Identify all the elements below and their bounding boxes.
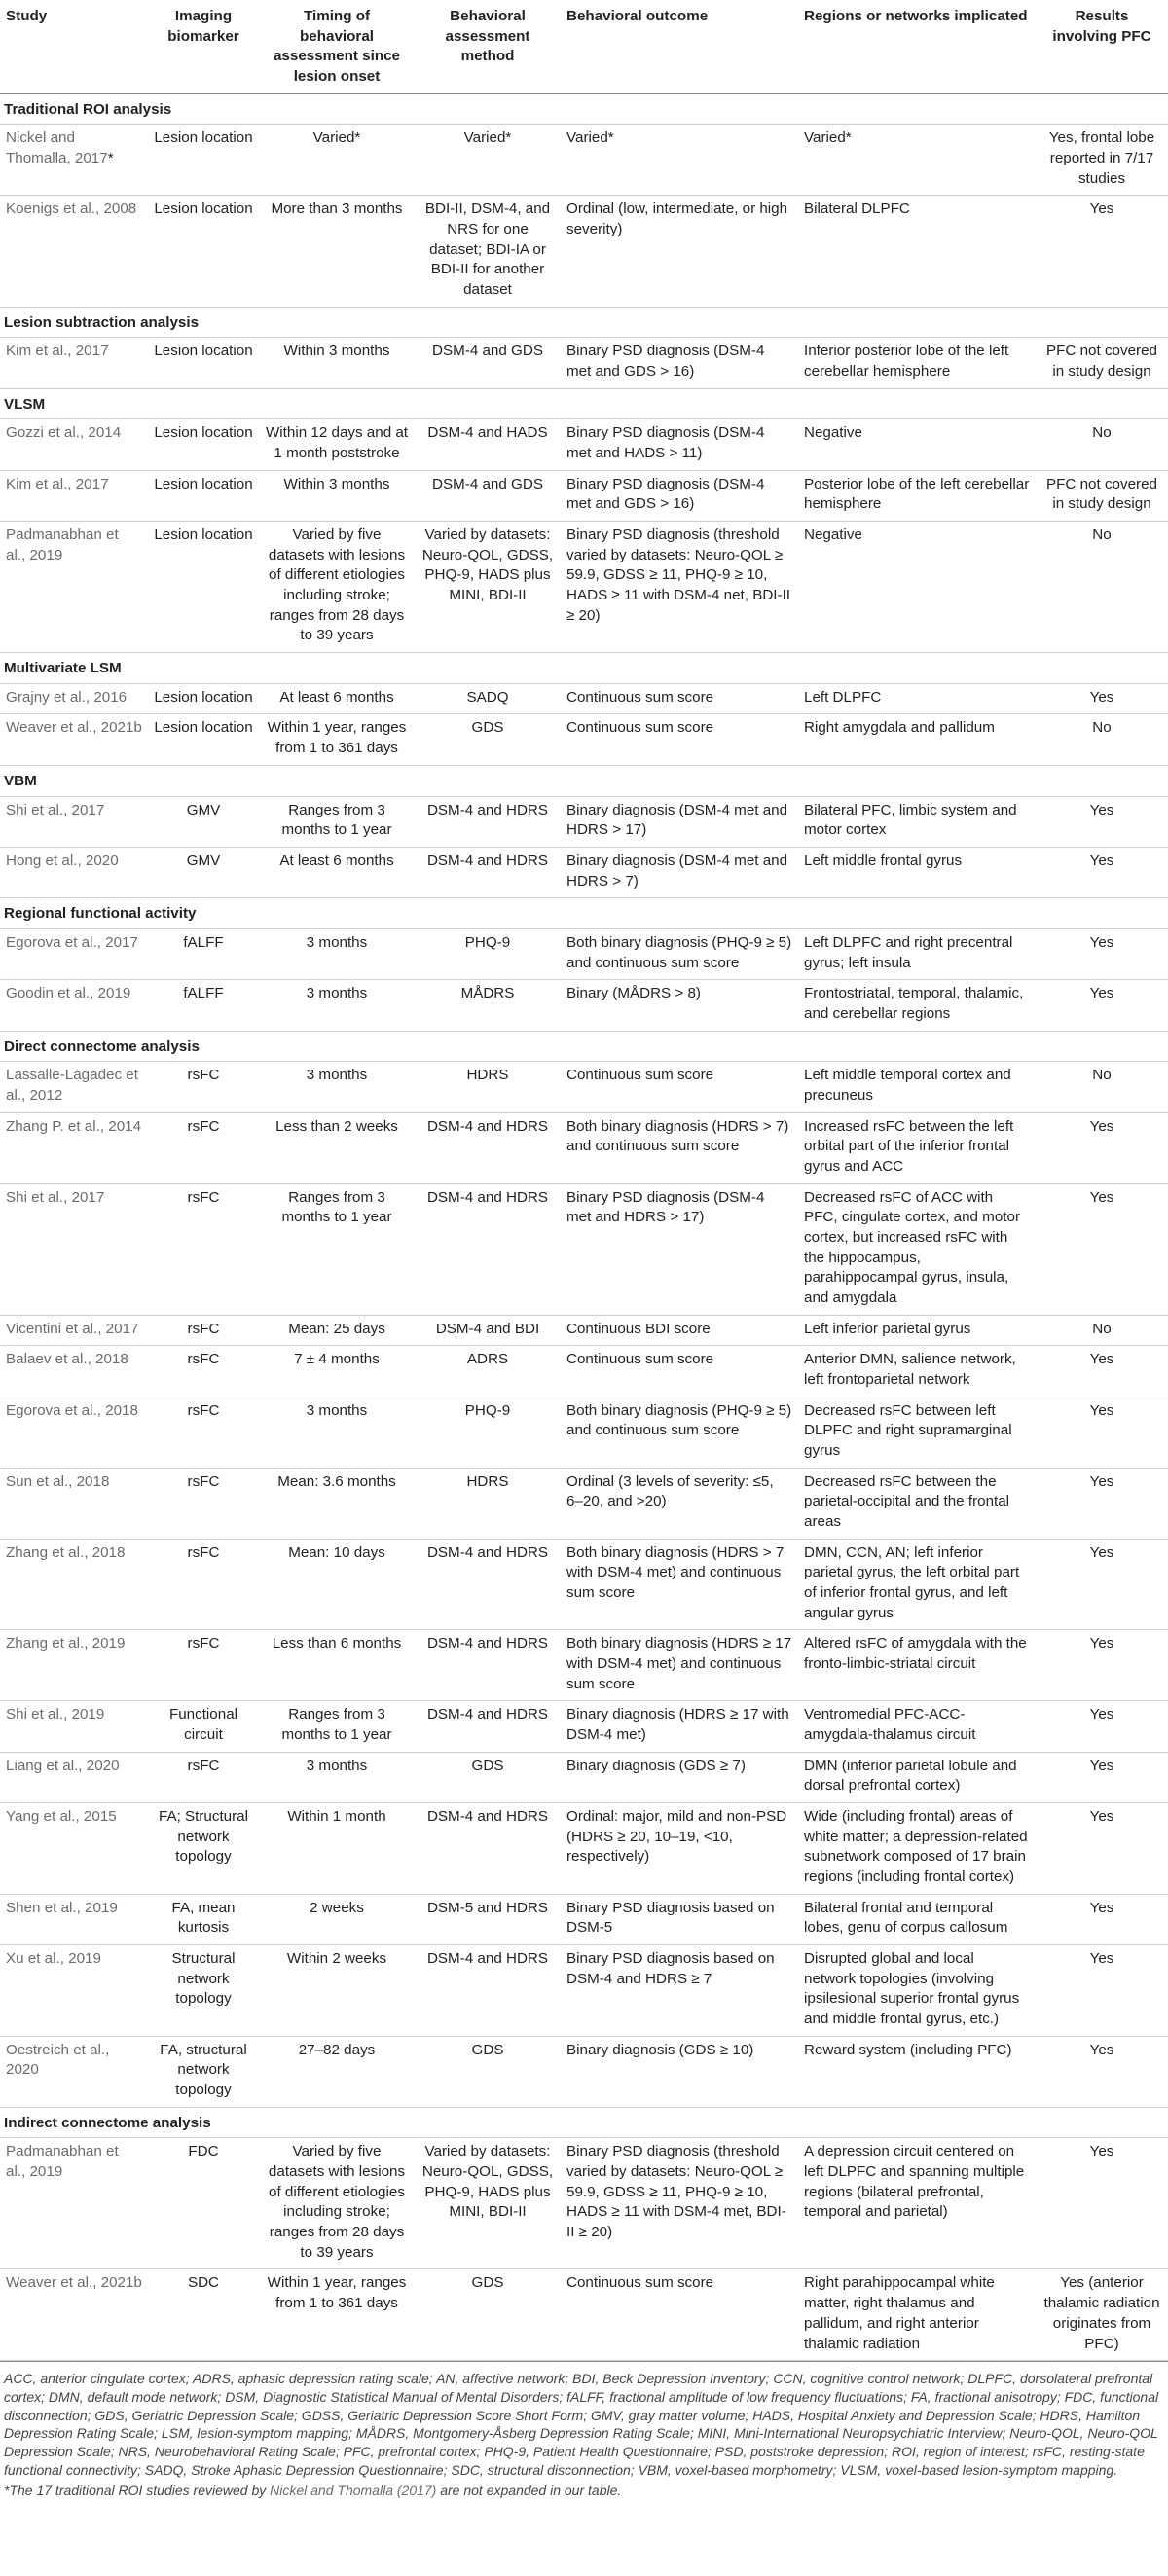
imaging-biomarker-cell: Lesion location — [148, 125, 259, 196]
timing-cell: At least 6 months — [259, 847, 415, 897]
section-title: Lesion subtraction analysis — [0, 307, 1168, 338]
assessment-method-cell: DSM-4 and HDRS — [415, 1803, 561, 1895]
assessment-method-cell: DSM-4 and HDRS — [415, 1112, 561, 1183]
table-row — [0, 1315, 1168, 1346]
table-row — [0, 1468, 1168, 1539]
imaging-biomarker-cell: rsFC — [148, 1183, 259, 1315]
behavioral-outcome-cell: Binary diagnosis (DSM-4 met and HDRS > 17) — [561, 796, 798, 847]
study-cell[interactable] — [0, 1701, 148, 1752]
note-suffix: are not expanded in our table. — [436, 2482, 622, 2498]
imaging-biomarker-cell: rsFC — [148, 1112, 259, 1183]
results-pfc-cell: Yes — [1036, 2138, 1168, 2269]
imaging-biomarker-cell: rsFC — [148, 1346, 259, 1397]
study-reference[interactable]: Kim et al., 2017 — [6, 475, 109, 492]
header-study: Study — [0, 0, 148, 93]
behavioral-outcome-cell: Both binary diagnosis (HDRS ≥ 17 with DSM-4 met) and continuous sum score — [561, 1630, 798, 1701]
results-pfc-cell: Yes — [1036, 1539, 1168, 1630]
study-reference[interactable]: Balaev et al., 2018 — [6, 1351, 128, 1368]
regions-cell: Posterior lobe of the left cerebellar hemisphere — [798, 470, 1036, 521]
table-row — [0, 1183, 1168, 1315]
study-reference[interactable]: Koenigs et al., 2008 — [6, 200, 137, 218]
behavioral-outcome-cell: Binary PSD diagnosis (threshold varied by datasets: Neuro-QOL ≥ 59.9, GDSS ≥ 11, PHQ-9 ≥ 10, HADS ≥ 11 with DSM-4 net, BDI-II ≥ 20) — [561, 522, 798, 653]
study-reference[interactable]: Kim et al., 2017 — [6, 343, 109, 360]
study-cell[interactable] — [0, 2036, 148, 2107]
imaging-biomarker-cell: fALFF — [148, 980, 259, 1031]
timing-cell: 3 months — [259, 1397, 415, 1468]
behavioral-outcome-cell: Binary PSD diagnosis (DSM-4 met and HDRS > 17) — [561, 1183, 798, 1315]
imaging-biomarker-cell: Lesion location — [148, 470, 259, 521]
table-row — [0, 2036, 1168, 2107]
section-row — [0, 388, 1168, 419]
behavioral-outcome-cell: Ordinal (3 levels of severity: ≤5, 6–20, and >20) — [561, 1468, 798, 1539]
study-cell[interactable] — [0, 714, 148, 765]
results-pfc-cell: Yes — [1036, 1945, 1168, 2037]
timing-cell: Varied* — [259, 125, 415, 196]
behavioral-outcome-cell: Binary PSD diagnosis (DSM-4 met and GDS > 16) — [561, 470, 798, 521]
assessment-method-cell: MÅDRS — [415, 980, 561, 1031]
regions-cell: Reward system (including PFC) — [798, 2036, 1036, 2107]
study-cell[interactable] — [0, 1894, 148, 1944]
study-cell[interactable] — [0, 419, 148, 470]
study-reference[interactable]: Xu et al., 2019 — [6, 1950, 101, 1968]
study-cell[interactable] — [0, 2138, 148, 2269]
assessment-method-cell: DSM-4 and HDRS — [415, 1539, 561, 1630]
assessment-method-cell: DSM-4 and HDRS — [415, 1630, 561, 1701]
study-reference[interactable]: Lassalle-Lagadec et al., 2012 — [6, 1067, 138, 1104]
table-row — [0, 1803, 1168, 1895]
timing-cell: Mean: 10 days — [259, 1539, 415, 1630]
behavioral-outcome-cell: Both binary diagnosis (HDRS > 7) and continuous sum score — [561, 1112, 798, 1183]
study-cell[interactable] — [0, 1112, 148, 1183]
timing-cell: Ranges from 3 months to 1 year — [259, 1701, 415, 1752]
study-reference[interactable]: Zhang et al., 2018 — [6, 1543, 126, 1561]
study-cell[interactable] — [0, 338, 148, 388]
study-reference[interactable]: Nickel and Thomalla, 2017 — [6, 129, 108, 167]
section-title: VBM — [0, 765, 1168, 796]
section-row — [0, 898, 1168, 929]
table-row — [0, 1752, 1168, 1802]
study-cell[interactable] — [0, 796, 148, 847]
imaging-biomarker-cell: fALFF — [148, 928, 259, 979]
imaging-biomarker-cell: FA, mean kurtosis — [148, 1894, 259, 1944]
behavioral-outcome-cell: Both binary diagnosis (HDRS > 7 with DSM-4 met) and continuous sum score — [561, 1539, 798, 1630]
results-pfc-cell: Yes — [1036, 683, 1168, 714]
section-row — [0, 653, 1168, 684]
assessment-method-cell: DSM-4 and GDS — [415, 470, 561, 521]
assessment-method-cell: Varied by datasets: Neuro-QOL, GDSS, PHQ-9, HADS plus MINI, BDI-II — [415, 522, 561, 653]
timing-cell: Less than 2 weeks — [259, 1112, 415, 1183]
timing-cell: Within 1 year, ranges from 1 to 361 days — [259, 714, 415, 765]
imaging-biomarker-cell: Functional circuit — [148, 1701, 259, 1752]
study-reference[interactable]: Shi et al., 2017 — [6, 1188, 105, 1206]
imaging-biomarker-cell: Lesion location — [148, 196, 259, 307]
assessment-method-cell: GDS — [415, 1752, 561, 1802]
study-reference[interactable]: Padmanabhan et al., 2019 — [6, 2143, 119, 2181]
section-row — [0, 1031, 1168, 1062]
regions-cell: Frontostriatal, temporal, thalamic, and cerebellar regions — [798, 980, 1036, 1031]
regions-cell: Negative — [798, 419, 1036, 470]
behavioral-outcome-cell: Continuous sum score — [561, 714, 798, 765]
assessment-method-cell: DSM-4 and HDRS — [415, 1183, 561, 1315]
behavioral-outcome-cell: Binary diagnosis (DSM-4 met and HDRS > 7) — [561, 847, 798, 897]
imaging-biomarker-cell: rsFC — [148, 1630, 259, 1701]
behavioral-outcome-cell: Binary diagnosis (GDS ≥ 10) — [561, 2036, 798, 2107]
behavioral-outcome-cell: Continuous sum score — [561, 2269, 798, 2361]
imaging-biomarker-cell: Lesion location — [148, 522, 259, 653]
regions-cell: Left middle frontal gyrus — [798, 847, 1036, 897]
behavioral-outcome-cell: Binary (MÅDRS > 8) — [561, 980, 798, 1031]
section-title: Regional functional activity — [0, 898, 1168, 929]
behavioral-outcome-cell: Ordinal (low, intermediate, or high severity) — [561, 196, 798, 307]
regions-cell: A depression circuit centered on left DLPFC and spanning multiple regions (bilateral prefrontal, temporal and parietal) — [798, 2138, 1036, 2269]
table-header — [0, 0, 1168, 93]
section-row — [0, 765, 1168, 796]
table-row — [0, 1539, 1168, 1630]
table-row — [0, 980, 1168, 1031]
assessment-method-cell: SADQ — [415, 683, 561, 714]
study-cell[interactable] — [0, 1397, 148, 1468]
assessment-method-cell: DSM-4 and BDI — [415, 1315, 561, 1346]
behavioral-outcome-cell: Varied* — [561, 125, 798, 196]
behavioral-outcome-cell: Continuous sum score — [561, 1346, 798, 1397]
table-row — [0, 522, 1168, 653]
table-row — [0, 1894, 1168, 1944]
results-pfc-cell: No — [1036, 419, 1168, 470]
table-row — [0, 1346, 1168, 1397]
regions-cell: Wide (including frontal) areas of white matter; a depression-related subnetwork composed of 17 brain regions (including frontal cortex) — [798, 1803, 1036, 1895]
abbreviations-note: ACC, anterior cingulate cortex; ADRS, aphasic depression rating scale; AN, affective network; BDI, Beck Depression Inventory; CCN, cognitive control network; DLPFC, dorsolateral prefrontal cortex; DMN, default mode network; DSM, Diagnostic Statistical Manual of Mental Disorders; fALFF, fractional amplitude of low frequency fluctuations; FA, fractional anisotropy; FDC, functional disconnection; GDS, Geriatric Depression Scale; GDSS, Geriatric Depression Score Short Form; GMV, gray matter volume; HADS, Hospital Anxiety and Depression Scale; HDRS, Hamilton Depression Rating Scale; LSM, lesion-symptom mapping; MÅDRS, Montgomery-Åsberg Depression Rating Scale; MINI, Mini-International Neuropsychiatric Interview; Neuro-QOL, Neuro-QOL Depression Scale; NRS, Neurobehavioral Rating Scale; PFC, prefrontal cortex; PHQ-9, Patient Health Questionnaire; PSD, poststroke depression; ROI, region of interest; rsFC, resting-state functional connectivity; SADQ, Stroke Aphasic Depression Questionnaire; SDC, structural disconnection; VBM, voxel-based morphometry; VLSM, voxel-based lesion-symptom mapping. — [4, 2371, 1159, 2478]
timing-cell: 3 months — [259, 1062, 415, 1112]
study-cell[interactable] — [0, 683, 148, 714]
timing-cell: Within 1 year, ranges from 1 to 361 days — [259, 2269, 415, 2361]
results-pfc-cell: Yes — [1036, 1701, 1168, 1752]
study-reference[interactable]: Yang et al., 2015 — [6, 1808, 117, 1826]
study-asterisk: * — [107, 150, 114, 167]
behavioral-outcome-cell: Binary PSD diagnosis (threshold varied by datasets: Neuro-QOL ≥ 59.9, GDSS ≥ 11, PHQ-9 ≥ 10, HADS ≥ 11 with DSM-4 met, BDI-II ≥ 20) — [561, 2138, 798, 2269]
table-footnote — [0, 2361, 1168, 2499]
assessment-method-cell: ADRS — [415, 1346, 561, 1397]
study-cell[interactable] — [0, 1803, 148, 1895]
timing-cell: Within 12 days and at 1 month poststroke — [259, 419, 415, 470]
imaging-biomarker-cell: rsFC — [148, 1752, 259, 1802]
assessment-method-cell: DSM-4 and HDRS — [415, 847, 561, 897]
table-row — [0, 1062, 1168, 1112]
imaging-biomarker-cell: Lesion location — [148, 714, 259, 765]
imaging-biomarker-cell: rsFC — [148, 1062, 259, 1112]
timing-cell: 3 months — [259, 980, 415, 1031]
table-row — [0, 928, 1168, 979]
study-reference[interactable]: Egorova et al., 2018 — [6, 1401, 138, 1419]
regions-cell: Negative — [798, 522, 1036, 653]
results-pfc-cell: No — [1036, 714, 1168, 765]
results-pfc-cell: Yes — [1036, 1630, 1168, 1701]
results-pfc-cell: Yes — [1036, 1112, 1168, 1183]
study-reference[interactable]: Weaver et al., 2021b — [6, 719, 142, 737]
section-row — [0, 307, 1168, 338]
regions-cell: Bilateral frontal and temporal lobes, genu of corpus callosum — [798, 1894, 1036, 1944]
results-pfc-cell: Yes — [1036, 1346, 1168, 1397]
behavioral-outcome-cell: Continuous sum score — [561, 683, 798, 714]
behavioral-outcome-cell: Both binary diagnosis (PHQ-9 ≥ 5) and continuous sum score — [561, 1397, 798, 1468]
timing-cell: At least 6 months — [259, 683, 415, 714]
study-cell[interactable] — [0, 980, 148, 1031]
timing-cell: 2 weeks — [259, 1894, 415, 1944]
section-title: Multivariate LSM — [0, 653, 1168, 684]
timing-cell: Varied by five datasets with lesions of different etiologies including stroke; ranges from 28 days to 39 years — [259, 2138, 415, 2269]
section-title: Traditional ROI analysis — [0, 93, 1168, 125]
section-row — [0, 2107, 1168, 2138]
study-cell[interactable] — [0, 196, 148, 307]
results-pfc-cell: Yes — [1036, 1183, 1168, 1315]
behavioral-outcome-cell: Binary PSD diagnosis based on DSM-5 — [561, 1894, 798, 1944]
study-reference[interactable]: Shen et al., 2019 — [6, 1899, 118, 1916]
table-body — [0, 93, 1168, 2360]
regions-cell: Inferior posterior lobe of the left cerebellar hemisphere — [798, 338, 1036, 388]
regions-cell: Increased rsFC between the left orbital part of the inferior frontal gyrus and ACC — [798, 1112, 1036, 1183]
section-title: Indirect connectome analysis — [0, 2107, 1168, 2138]
section-title: Direct connectome analysis — [0, 1031, 1168, 1062]
table-row — [0, 1630, 1168, 1701]
behavioral-outcome-cell: Continuous sum score — [561, 1062, 798, 1112]
regions-cell: Decreased rsFC of ACC with PFC, cingulate cortex, and motor cortex, but increased rsFC with the hippocampus, parahippocampal gyrus, insula, and amygdala — [798, 1183, 1036, 1315]
header-imaging-biomarker: Imaging biomarker — [148, 0, 259, 93]
assessment-method-cell: Varied by datasets: Neuro-QOL, GDSS, PHQ-9, HADS plus MINI, BDI-II — [415, 2138, 561, 2269]
results-pfc-cell: Yes — [1036, 796, 1168, 847]
study-cell[interactable] — [0, 1183, 148, 1315]
regions-cell: Left middle temporal cortex and precuneus — [798, 1062, 1036, 1112]
study-cell[interactable] — [0, 1630, 148, 1701]
table-row — [0, 683, 1168, 714]
imaging-biomarker-cell: rsFC — [148, 1397, 259, 1468]
regions-cell: Decreased rsFC between the parietal-occipital and the frontal areas — [798, 1468, 1036, 1539]
header-assessment-method: Behavioral assessment method — [415, 0, 561, 93]
results-pfc-cell: Yes — [1036, 928, 1168, 979]
imaging-biomarker-cell: rsFC — [148, 1315, 259, 1346]
study-reference[interactable]: Zhang et al., 2019 — [6, 1635, 126, 1652]
results-pfc-cell: No — [1036, 522, 1168, 653]
assessment-method-cell: Varied* — [415, 125, 561, 196]
regions-cell: Altered rsFC of amygdala with the fronto-limbic-striatal circuit — [798, 1630, 1036, 1701]
timing-cell: Ranges from 3 months to 1 year — [259, 1183, 415, 1315]
results-pfc-cell: Yes — [1036, 1752, 1168, 1802]
study-reference[interactable]: Weaver et al., 2021b — [6, 2274, 142, 2292]
results-pfc-cell: No — [1036, 1315, 1168, 1346]
table-row — [0, 338, 1168, 388]
table-row — [0, 1112, 1168, 1183]
study-cell[interactable] — [0, 522, 148, 653]
regions-cell: Right amygdala and pallidum — [798, 714, 1036, 765]
regions-cell: DMN, CCN, AN; left inferior parietal gyrus, the left orbital part of inferior frontal gyrus, and left angular gyrus — [798, 1539, 1036, 1630]
timing-cell: 3 months — [259, 928, 415, 979]
imaging-biomarker-cell: Structural network topology — [148, 1945, 259, 2037]
results-pfc-cell: Yes — [1036, 1397, 1168, 1468]
timing-cell: Mean: 25 days — [259, 1315, 415, 1346]
regions-cell: Decreased rsFC between left DLPFC and right supramarginal gyrus — [798, 1397, 1036, 1468]
study-cell[interactable] — [0, 1315, 148, 1346]
regions-cell: DMN (inferior parietal lobule and dorsal prefrontal cortex) — [798, 1752, 1036, 1802]
results-pfc-cell: PFC not covered in study design — [1036, 470, 1168, 521]
results-pfc-cell: Yes — [1036, 196, 1168, 307]
table-row — [0, 796, 1168, 847]
results-pfc-cell: Yes (anterior thalamic radiation originates from PFC) — [1036, 2269, 1168, 2361]
regions-cell: Left DLPFC and right precentral gyrus; left insula — [798, 928, 1036, 979]
study-cell[interactable] — [0, 2269, 148, 2361]
regions-cell: Varied* — [798, 125, 1036, 196]
behavioral-outcome-cell: Continuous BDI score — [561, 1315, 798, 1346]
header-results-pfc: Results involving PFC — [1036, 0, 1168, 93]
study-cell[interactable] — [0, 1346, 148, 1397]
results-pfc-cell: Yes — [1036, 1468, 1168, 1539]
imaging-biomarker-cell: FA, structural network topology — [148, 2036, 259, 2107]
section-title: VLSM — [0, 388, 1168, 419]
study-cell[interactable] — [0, 470, 148, 521]
study-reference[interactable]: Egorova et al., 2017 — [6, 933, 138, 951]
table-row — [0, 196, 1168, 307]
behavioral-outcome-cell: Both binary diagnosis (PHQ-9 ≥ 5) and continuous sum score — [561, 928, 798, 979]
table-row — [0, 847, 1168, 897]
table-row — [0, 2269, 1168, 2361]
study-reference[interactable]: Goodin et al., 2019 — [6, 985, 131, 1002]
study-reference[interactable]: Shi et al., 2019 — [6, 1706, 105, 1723]
assessment-method-cell: GDS — [415, 714, 561, 765]
assessment-method-cell: DSM-4 and HDRS — [415, 796, 561, 847]
results-pfc-cell: Yes — [1036, 847, 1168, 897]
timing-cell: Ranges from 3 months to 1 year — [259, 796, 415, 847]
timing-cell: 3 months — [259, 1752, 415, 1802]
regions-cell: Ventromedial PFC-ACC-amygdala-thalamus circuit — [798, 1701, 1036, 1752]
behavioral-outcome-cell: Binary diagnosis (GDS ≥ 7) — [561, 1752, 798, 1802]
study-cell[interactable] — [0, 1945, 148, 2037]
header-behavioral-outcome: Behavioral outcome — [561, 0, 798, 93]
study-cell[interactable] — [0, 1468, 148, 1539]
table-row — [0, 419, 1168, 470]
table-row — [0, 1945, 1168, 2037]
timing-cell: Within 3 months — [259, 470, 415, 521]
study-reference[interactable]: Sun et al., 2018 — [6, 1472, 110, 1490]
table-row — [0, 2138, 1168, 2269]
header-row — [0, 0, 1168, 93]
table-row — [0, 470, 1168, 521]
timing-cell: More than 3 months — [259, 196, 415, 307]
section-row — [0, 93, 1168, 125]
timing-cell: Mean: 3.6 months — [259, 1468, 415, 1539]
behavioral-outcome-cell: Binary PSD diagnosis based on DSM-4 and HDRS ≥ 7 — [561, 1945, 798, 2037]
study-reference[interactable]: Vicentini et al., 2017 — [6, 1320, 139, 1337]
timing-cell: 27–82 days — [259, 2036, 415, 2107]
regions-cell: Left DLPFC — [798, 683, 1036, 714]
assessment-method-cell: GDS — [415, 2036, 561, 2107]
header-regions: Regions or networks implicated — [798, 0, 1036, 93]
study-cell[interactable] — [0, 1752, 148, 1802]
regions-cell: Bilateral DLPFC — [798, 196, 1036, 307]
behavioral-outcome-cell: Binary PSD diagnosis (DSM-4 met and GDS > 16) — [561, 338, 798, 388]
results-pfc-cell: Yes, frontal lobe reported in 7/17 studies — [1036, 125, 1168, 196]
timing-cell: Within 2 weeks — [259, 1945, 415, 2037]
assessment-method-cell: DSM-4 and HDRS — [415, 1701, 561, 1752]
study-reference[interactable]: Shi et al., 2017 — [6, 801, 105, 818]
imaging-biomarker-cell: GMV — [148, 796, 259, 847]
study-reference[interactable]: Padmanabhan et al., 2019 — [6, 526, 119, 563]
results-pfc-cell: PFC not covered in study design — [1036, 338, 1168, 388]
imaging-biomarker-cell: Lesion location — [148, 338, 259, 388]
imaging-biomarker-cell: Lesion location — [148, 419, 259, 470]
study-cell[interactable] — [0, 847, 148, 897]
study-cell[interactable] — [0, 125, 148, 196]
header-timing: Timing of behavioral assessment since lesion onset — [259, 0, 415, 93]
behavioral-outcome-cell: Ordinal: major, mild and non-PSD (HDRS ≥ 20, 10–19, <10, respectively) — [561, 1803, 798, 1895]
imaging-biomarker-cell: FDC — [148, 2138, 259, 2269]
imaging-biomarker-cell: GMV — [148, 847, 259, 897]
imaging-biomarker-cell: rsFC — [148, 1539, 259, 1630]
note-prefix: *The 17 traditional ROI studies reviewed by — [4, 2482, 271, 2498]
study-reference[interactable]: Oestreich et al., 2020 — [6, 2041, 110, 2079]
timing-cell: 7 ± 4 months — [259, 1346, 415, 1397]
study-reference[interactable]: Gozzi et al., 2014 — [6, 424, 122, 442]
behavioral-outcome-cell: Binary diagnosis (HDRS ≥ 17 with DSM-4 met) — [561, 1701, 798, 1752]
imaging-biomarker-cell: Lesion location — [148, 683, 259, 714]
study-cell[interactable] — [0, 1062, 148, 1112]
study-reference[interactable]: Liang et al., 2020 — [6, 1757, 120, 1774]
asterisk-note — [4, 2482, 1164, 2500]
table-row — [0, 714, 1168, 765]
assessment-method-cell: DSM-5 and HDRS — [415, 1894, 561, 1944]
table-row — [0, 125, 1168, 196]
regions-cell: Anterior DMN, salience network, left frontoparietal network — [798, 1346, 1036, 1397]
timing-cell: Within 1 month — [259, 1803, 415, 1895]
behavioral-outcome-cell: Binary PSD diagnosis (DSM-4 met and HADS > 11) — [561, 419, 798, 470]
results-pfc-cell: No — [1036, 1062, 1168, 1112]
assessment-method-cell: DSM-4 and GDS — [415, 338, 561, 388]
table-row — [0, 1397, 1168, 1468]
study-cell[interactable] — [0, 1539, 148, 1630]
assessment-method-cell: PHQ-9 — [415, 928, 561, 979]
regions-cell: Left inferior parietal gyrus — [798, 1315, 1036, 1346]
assessment-method-cell: GDS — [415, 2269, 561, 2361]
note-reference-link[interactable]: Nickel and Thomalla (2017) — [270, 2482, 437, 2498]
imaging-biomarker-cell: SDC — [148, 2269, 259, 2361]
study-cell[interactable] — [0, 928, 148, 979]
results-pfc-cell: Yes — [1036, 2036, 1168, 2107]
regions-cell: Disrupted global and local network topologies (involving ipsilesional superior frontal gyrus and middle frontal gyrus, etc.) — [798, 1945, 1036, 2037]
table-row — [0, 1701, 1168, 1752]
assessment-method-cell: BDI-II, DSM-4, and NRS for one dataset; BDI-IA or BDI-II for another dataset — [415, 196, 561, 307]
assessment-method-cell: HDRS — [415, 1468, 561, 1539]
results-pfc-cell: Yes — [1036, 980, 1168, 1031]
assessment-method-cell: PHQ-9 — [415, 1397, 561, 1468]
timing-cell: Varied by five datasets with lesions of different etiologies including stroke; ranges from 28 days to 39 years — [259, 522, 415, 653]
imaging-biomarker-cell: FA; Structural network topology — [148, 1803, 259, 1895]
regions-cell: Right parahippocampal white matter, right thalamus and pallidum, and right anterior thalamic radiation — [798, 2269, 1036, 2361]
imaging-biomarker-cell: rsFC — [148, 1468, 259, 1539]
study-reference[interactable]: Zhang P. et al., 2014 — [6, 1117, 142, 1135]
assessment-method-cell: DSM-4 and HDRS — [415, 1945, 561, 2037]
study-reference[interactable]: Hong et al., 2020 — [6, 852, 119, 869]
timing-cell: Less than 6 months — [259, 1630, 415, 1701]
study-reference[interactable]: Grajny et al., 2016 — [6, 688, 128, 706]
assessment-method-cell: DSM-4 and HADS — [415, 419, 561, 470]
assessment-method-cell: HDRS — [415, 1062, 561, 1112]
timing-cell: Within 3 months — [259, 338, 415, 388]
results-pfc-cell: Yes — [1036, 1803, 1168, 1895]
regions-cell: Bilateral PFC, limbic system and motor cortex — [798, 796, 1036, 847]
results-pfc-cell: Yes — [1036, 1894, 1168, 1944]
